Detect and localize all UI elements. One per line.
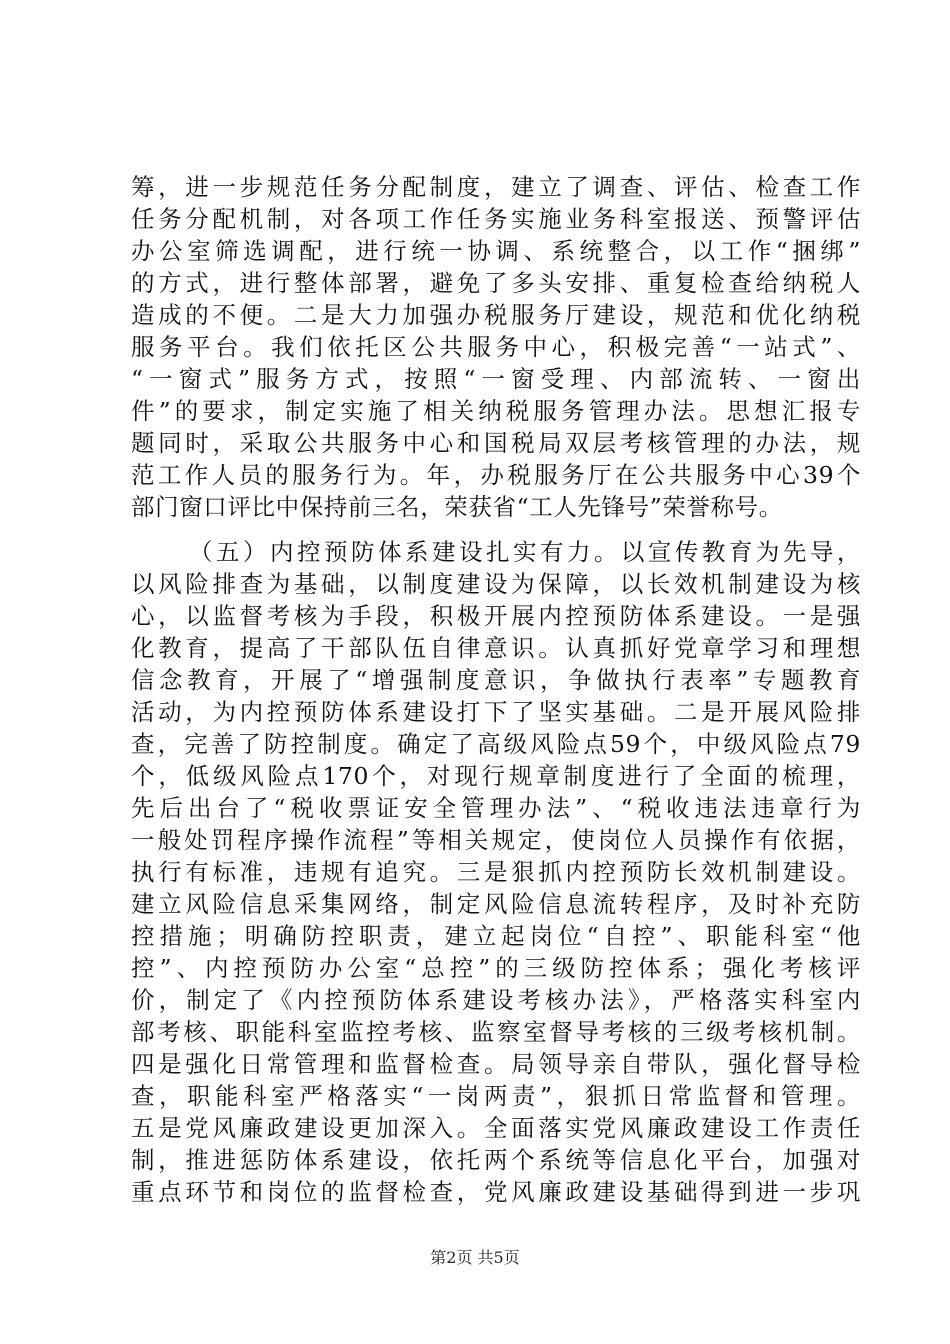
text-line: 一般处罚程序操作流程”等相关规定，使岗位人员操作有依据， <box>131 826 861 854</box>
text-line: 题同时，采取公共服务中心和国税局双层考核管理的办法，规 <box>131 429 861 457</box>
text-line: 五是党风廉政建设更加深入。全面落实党风廉政建设工作责任 <box>131 1114 861 1142</box>
text-line: 件”的要求，制定实施了相关纳税服务管理办法。思想汇报专 <box>131 397 861 425</box>
text-line: 控措施；明确防控职责，建立起岗位“自控”、职能科室“他 <box>131 922 861 950</box>
text-line: 先后出台了“税收票证安全管理办法”、“税收违法违章行为 <box>131 794 861 822</box>
text-line: 查，职能科室严格落实“一岗两责”，狠抓日常监督和管理。 <box>131 1082 861 1110</box>
text-line: 服务平台。我们依托区公共服务中心，积极完善“一站式”、 <box>131 333 861 361</box>
text-line: 造成的不便。二是大力加强办税服务厅建设，规范和优化纳税 <box>131 301 861 329</box>
text-line: 制，推进惩防体系建设，依托两个系统等信息化平台，加强对 <box>131 1146 861 1174</box>
text-line: 价，制定了《内控预防体系建设考核办法》，严格落实科室内 <box>131 986 861 1014</box>
paragraph-internal-control <box>131 536 861 1208</box>
text-line: 控”、内控预防办公室“总控”的三级防控体系；强化考核评 <box>131 954 861 982</box>
text-line: 信念教育，开展了“增强制度意识，争做执行表率”专题教育 <box>131 666 861 694</box>
page-number-footer: 第2页 共5页 <box>430 1248 520 1267</box>
text-line: 以风险排查为基础，以制度建设为保障，以长效机制建设为核 <box>131 570 861 598</box>
text-line: 办公室筛选调配，进行统一协调、系统整合，以工作“捆绑” <box>131 237 861 265</box>
section-heading-line: （五）内控预防体系建设扎实有力。以宣传教育为先导， <box>189 538 861 566</box>
text-line: 建立风险信息采集网络，制定风险信息流转程序，及时补充防 <box>131 890 861 918</box>
text-line: 部门窗口评比中保持前三名，荣获省“工人先锋号”荣誉称号。 <box>131 493 783 521</box>
text-line: 筹，进一步规范任务分配制度，建立了调查、评估、检查工作 <box>131 173 861 201</box>
text-line: 查，完善了防控制度。确定了高级风险点59个，中级风险点79 <box>131 730 861 758</box>
text-line: 的方式，进行整体部署，避免了多头安排、重复检查给纳税人 <box>131 269 861 297</box>
text-line: 任务分配机制，对各项工作任务实施业务科室报送、预警评估 <box>131 205 861 233</box>
text-line: 化教育，提高了干部队伍自律意识。认真抓好党章学习和理想 <box>131 634 861 662</box>
text-line: 重点环节和岗位的监督检查，党风廉政建设基础得到进一步巩 <box>131 1178 861 1206</box>
text-line: 部考核、职能科室监控考核、监察室督导考核的三级考核机制。 <box>131 1018 861 1046</box>
text-line: 四是强化日常管理和监督检查。局领导亲自带队，强化督导检 <box>131 1050 861 1078</box>
text-line: 范工作人员的服务行为。年，办税服务厅在公共服务中心39个 <box>131 461 861 489</box>
text-line: 心，以监督考核为手段，积极开展内控预防体系建设。一是强 <box>131 602 861 630</box>
text-line: “一窗式”服务方式，按照“一窗受理、内部流转、一窗出 <box>131 365 861 393</box>
text-line: 执行有标准，违规有追究。三是狠抓内控预防长效机制建设。 <box>131 858 861 886</box>
text-line: 个，低级风险点170个，对现行规章制度进行了全面的梳理， <box>131 762 861 790</box>
paragraph-service-hall <box>131 171 861 523</box>
text-line: 活动，为内控预防体系建设打下了坚实基础。二是开展风险排 <box>131 698 861 726</box>
